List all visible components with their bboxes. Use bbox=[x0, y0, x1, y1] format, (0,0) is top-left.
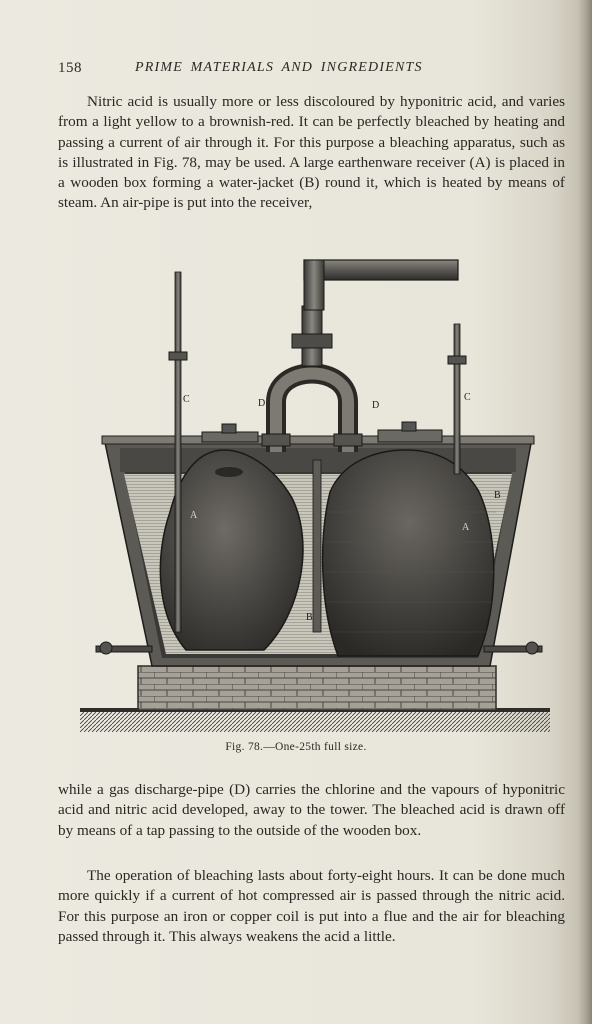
lid-right bbox=[378, 430, 442, 442]
paragraph-3-text: The operation of bleaching lasts about forty-eight hours. It can be done much more quickly if a current of hot compressed air is passed through the nitric acid. For this purpose an iron or copper coil is put into a flue and the air for bleaching passed through it. This always weakens the acid a little. bbox=[58, 867, 565, 945]
bleaching-apparatus-illustration bbox=[76, 252, 554, 734]
label-d-left: D bbox=[258, 398, 266, 409]
paragraph-2 bbox=[58, 780, 565, 841]
label-c-right: C bbox=[464, 392, 471, 403]
page-edge-shadow bbox=[578, 0, 592, 1024]
gas-discharge-pipe bbox=[262, 260, 458, 452]
paragraph-2-text: while a gas discharge-pipe (D) carries the chlorine and the vapours of hyponitric acid and nitric acid developed, away to the tower. The bleached acid is drawn off by means of a tap passing to the outside of the wooden box. bbox=[58, 781, 565, 839]
label-b-right: B bbox=[494, 490, 501, 501]
label-a-right: A bbox=[462, 522, 470, 533]
inner-tube bbox=[313, 460, 321, 632]
running-head: PRIME MATERIALS AND INGREDIENTS bbox=[135, 60, 423, 75]
paragraph-3 bbox=[58, 866, 565, 947]
paragraph-1-text: Nitric acid is usually more or less discoloured by hyponitric acid, and varies from a light yellow to a brownish-red. It can be perfectly bleached by heating and passing a current of air through it. For this purpose a bleaching apparatus, such as is illustrated in Fig. 78, may be used. A large earthenware receiver (A) is placed in a wooden box forming a water-jacket (B) round it, which is heated by means of steam. An air-pipe is put into the receiver, bbox=[58, 93, 565, 212]
figure-caption: Fig. 78.—One-25th full size. bbox=[225, 741, 367, 753]
paragraph-1 bbox=[58, 92, 565, 214]
page-number: 158 bbox=[58, 60, 82, 76]
ground bbox=[80, 708, 550, 732]
tap-left bbox=[96, 642, 152, 654]
label-d-right: D bbox=[372, 400, 380, 411]
figure-bleaching-apparatus bbox=[76, 252, 554, 734]
label-a-left: A bbox=[190, 510, 198, 521]
page-header bbox=[58, 60, 568, 80]
label-c-left: C bbox=[183, 394, 190, 405]
brick-foundation bbox=[138, 666, 496, 710]
label-b-center: B bbox=[306, 612, 313, 623]
